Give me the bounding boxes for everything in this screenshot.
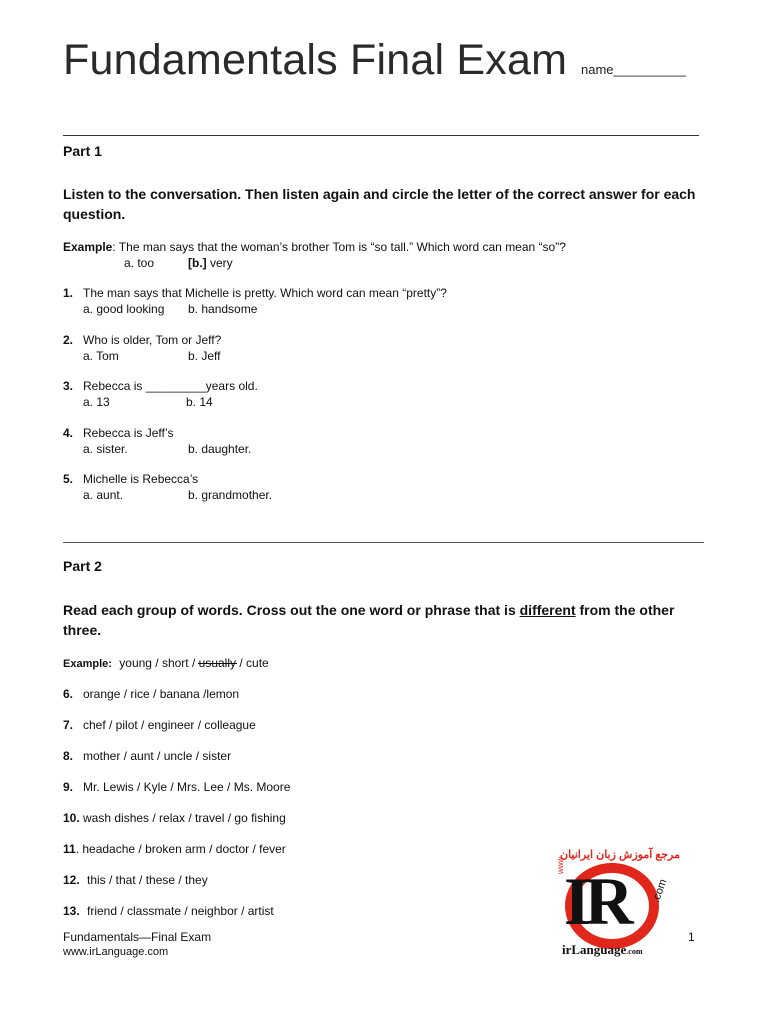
example-option-b	[188, 256, 233, 270]
question-text: Rebecca is Jeff’s	[83, 426, 174, 440]
item-text: . headache / broken arm / doctor / fever	[75, 842, 286, 856]
item-9	[63, 780, 73, 794]
item-13	[63, 904, 80, 918]
item-text: this / that / these / they	[87, 873, 208, 887]
part1-instruction: Listen to the conversation. Then listen again and circle the letter of the correct answer for each question.	[63, 186, 696, 222]
question-1	[63, 286, 73, 300]
option-a: a. 13	[83, 395, 110, 409]
logo-www: www	[556, 856, 565, 874]
option-a: a. aunt.	[83, 488, 124, 502]
question-number: 3.	[63, 379, 74, 393]
question-number: 5.	[63, 472, 74, 486]
example-option-b-text: very	[206, 256, 233, 270]
part1-heading: Part 1	[63, 143, 102, 159]
footer-title: Fundamentals—Final Exam	[63, 930, 212, 944]
name-blank: __________	[613, 62, 686, 77]
question-text: Rebecca is _________years old.	[83, 379, 258, 393]
item-11	[63, 842, 286, 856]
logo-persian-text: مرجع آموزش زبان ایرانیان	[560, 849, 681, 861]
logo-brand-suffix: .com	[626, 947, 643, 956]
page-number: 1	[688, 930, 695, 944]
header-divider	[63, 135, 699, 136]
question-4	[63, 426, 73, 440]
question-2	[63, 333, 73, 347]
question-number: 2.	[63, 333, 74, 347]
item-text: Mr. Lewis / Kyle / Mrs. Lee / Ms. Moore	[83, 780, 291, 794]
example-option-a: a. too	[124, 256, 155, 270]
item-12	[63, 873, 80, 887]
option-a: a. sister.	[83, 442, 128, 456]
item-text: chef / pilot / engineer / colleague	[83, 718, 256, 732]
page-title: Fundamentals Final Exam	[63, 36, 568, 84]
irlanguage-logo	[552, 848, 681, 960]
item-7	[63, 718, 73, 732]
example-answer-marker: [b.]	[188, 256, 207, 270]
item-8	[63, 749, 73, 763]
item-6	[63, 687, 73, 701]
option-b: b. daughter.	[188, 442, 252, 456]
logo-com: .com	[650, 877, 670, 905]
crossed-out-word: usually	[198, 656, 237, 670]
part1-example	[63, 240, 566, 254]
question-number: 1.	[63, 286, 74, 300]
item-number: 9.	[63, 780, 74, 794]
item-number: 13.	[63, 904, 80, 918]
example-question: : The man says that the woman’s brother Tom is “so tall.” Which word can mean “so”?	[112, 240, 566, 254]
example-label: Example	[63, 240, 113, 254]
item-text: wash dishes / relax / travel / go fishing	[83, 811, 286, 825]
instruction-text: Read each group of words. Cross out the one word or phrase that is	[63, 602, 520, 618]
item-10	[63, 811, 80, 825]
item-text: orange / rice / banana /lemon	[83, 687, 240, 701]
example-after: / cute	[236, 656, 269, 670]
name-field	[581, 62, 686, 77]
option-a: a. good looking	[83, 302, 165, 316]
item-number: 10.	[63, 811, 80, 825]
option-b: b. 14	[186, 395, 213, 409]
footer-url: www.irLanguage.com	[63, 946, 169, 958]
item-number: 11	[63, 842, 76, 856]
item-number: 6.	[63, 687, 74, 701]
logo-brand	[562, 942, 643, 958]
instruction-text-end: from the other three.	[63, 602, 675, 638]
part2-heading: Part 2	[63, 558, 102, 574]
question-text: The man says that Michelle is pretty. Which word can mean “pretty”?	[83, 286, 447, 300]
name-label: name	[581, 62, 614, 77]
question-5	[63, 472, 73, 486]
instruction-emphasis: different	[519, 602, 576, 618]
logo-brand-name: irLanguage	[562, 942, 627, 957]
part2-example	[63, 656, 269, 670]
option-a: a. Tom	[83, 349, 119, 363]
option-b: b. handsome	[188, 302, 258, 316]
example-before: young / short /	[119, 656, 199, 670]
option-b: b. Jeff	[188, 349, 221, 363]
item-text: friend / classmate / neighbor / artist	[87, 904, 274, 918]
item-number: 12.	[63, 873, 80, 887]
question-3	[63, 379, 73, 393]
part-divider	[63, 542, 704, 543]
question-text: Who is older, Tom or Jeff?	[83, 333, 222, 347]
item-text: mother / aunt / uncle / sister	[83, 749, 232, 763]
item-number: 7.	[63, 718, 74, 732]
option-b: b. grandmother.	[188, 488, 273, 502]
example-label: Example:	[63, 658, 112, 670]
question-text: Michelle is Rebecca’s	[83, 472, 199, 486]
part2-instruction	[63, 600, 713, 640]
item-number: 8.	[63, 749, 74, 763]
logo-letters: IR	[564, 863, 628, 939]
question-number: 4.	[63, 426, 74, 440]
